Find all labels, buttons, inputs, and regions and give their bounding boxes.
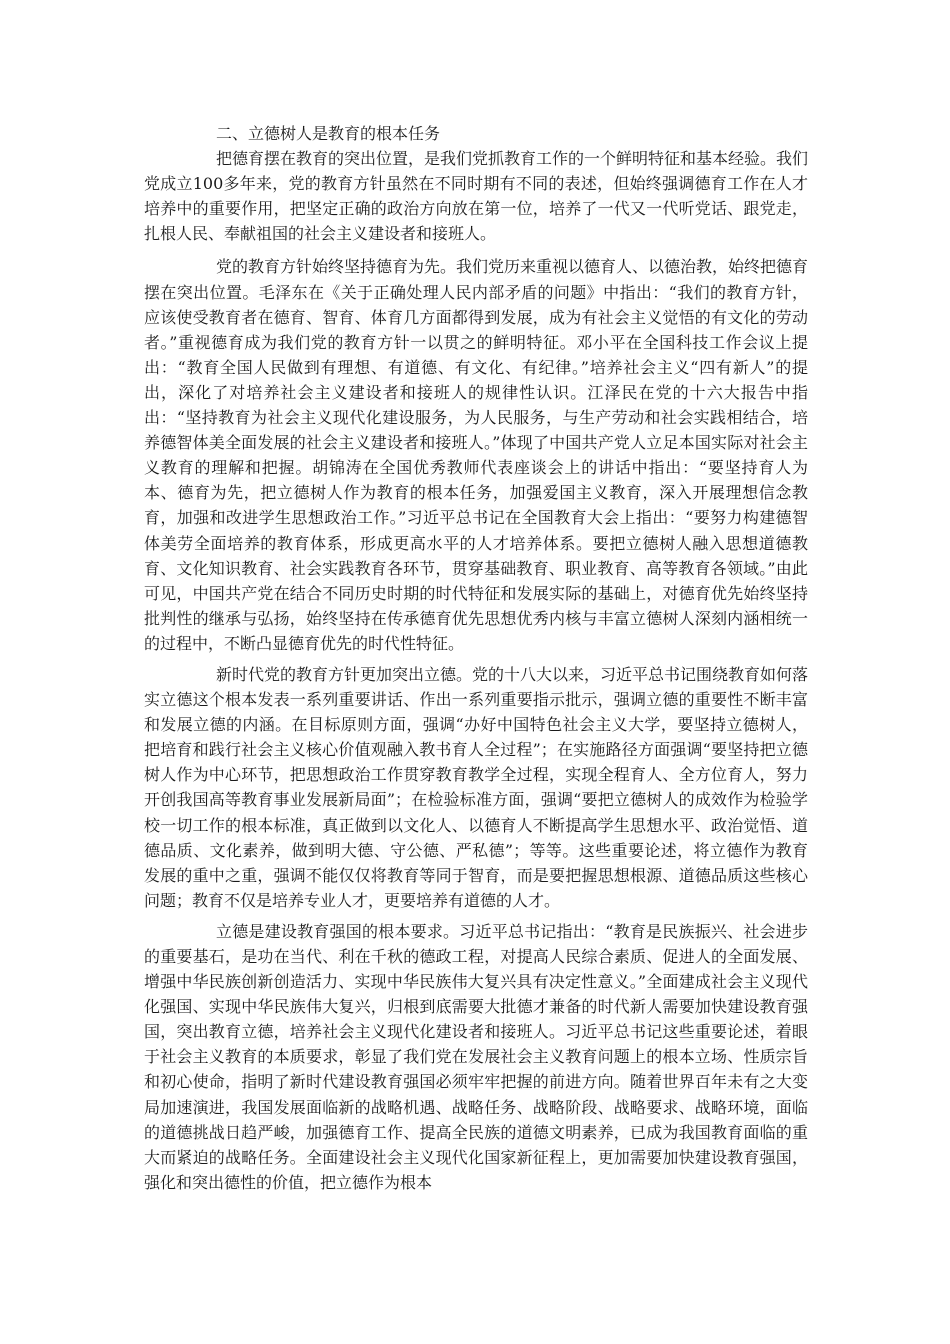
section-heading: 二、立德树人是教育的根本任务 (216, 124, 441, 143)
paragraph-2: 党的教育方针始终坚持德育为先。我们党历来重视以德育人、以德治教，始终把德育摆在突出位置。毛泽东在《关于正确处理人民内部矛盾的问题》中指出：“我们的教育方针，应该使受教育者在德育、智育、体育几方面都得到发展，成为有社会主义觉悟的有文化的劳动者。”重视德育成为我们党的教育方针一以贯之的鲜明特征。邓小平在全国科技工作会议上提出：“教育全国人民做到有理想、有道德、有文化、有纪律。”培养社会主义“四有新人”的提出，深化了对培养社会主义建设者和接班人的规律性认识。江泽民在党的十六大报告中指出：“坚持教育为社会主义现代化建设服务，为人民服务，与生产劳动和社会实践相结合，培养德智体美全面发展的社会主义建设者和接班人。”体现了中国共产党人立足本国实际对社会主义教育的理解和把握。胡锦涛在全国优秀教师代表座谈会上的讲话中指出：“要坚持育人为本、德育为先，把立德树人作为教育的根本任务，加强爱国主义教育，深入开展理想信念教育，加强和改进学生思想政治工作。”习近平总书记在全国教育大会上指出：“要努力构建德智体美劳全面培养的教育体系，形成更高水平的人才培养体系。要把立德树人融入思想道德教育、文化知识教育、社会实践教育各环节，贯穿基础教育、职业教育、高等教育各领域。”由此可见，中国共产党在结合不同历史时期的时代特征和发展实际的基础上，对德育优先始终坚持批判性的继承与弘扬，始终坚持在传承德育优先思想优秀内核与丰富立德树人深刻内涵相统一的过程中，不断凸显德育优先的时代性特征。 (144, 257, 809, 653)
paragraph-1: 把德育摆在教育的突出位置，是我们党抓教育工作的一个鲜明特征和基本经验。我们党成立100多年来，党的教育方针虽然在不同时期有不同的表述，但始终强调德育工作在人才培养中的重要作用，把坚定正确的政治方向放在第一位，培养了一代又一代听党话、跟党走，扎根人民、奉献祖国的社会主义建设者和接班人。 (144, 149, 809, 244)
paragraph-4: 立德是建设教育强国的根本要求。习近平总书记指出：“教育是民族振兴、社会进步的重要基石，是功在当代、利在千秋的德政工程，对提高人民综合素质、促进人的全面发展、增强中华民族创新创造活力、实现中华民族伟大复兴具有决定性意义。”全面建成社会主义现代化强国、实现中华民族伟大复兴，归根到底需要大批德才兼备的时代新人需要加快建设教育强国，突出教育立德，培养社会主义现代化建设者和接班人。习近平总书记这些重要论述，着眼于社会主义教育的本质要求，彰显了我们党在发展社会主义教育问题上的根本立场、性质宗旨和初心使命，指明了新时代建设教育强国必须牢牢把握的前进方向。随着世界百年未有之大变局加速演进，我国发展面临新的战略机遇、战略任务、战略阶段、战略要求、战略环境，面临的道德挑战日趋严峻，加强德育工作、提高全民族的道德文明素养，已成为我国教育面临的重大而紧迫的战略任务。全面建设社会主义现代化国家新征程上，更加需要加快建设教育强国，强化和突出德性的价值，把立德作为根本 (144, 921, 808, 1192)
document-body (144, 121, 808, 1195)
paragraph-3: 新时代党的教育方针更加突出立德。党的十八大以来，习近平总书记围绕教育如何落实立德这个根本发表一系列重要讲话、作出一系列重要指示批示，强调立德的重要性不断丰富和发展立德的内涵。在目标原则方面，强调“办好中国特色社会主义大学，要坚持立德树人，把培育和践行社会主义核心价值观融入教书育人全过程”；在实施路径方面强调“要坚持把立德树人作为中心环节，把思想政治工作贯穿教育教学全过程，实现全程育人、全方位育人，努力开创我国高等教育事业发展新局面”；在检验标准方面，强调“要把立德树人的成效作为检验学校一切工作的根本标准，真正做到以文化人、以德育人不断提高学生思想水平、政治觉悟、道德品质、文化素养，做到明大德、守公德、严私德”；等等。这些重要论述，将立德作为教育发展的重中之重，强调不能仅仅将教育等同于智育，而是要把握思想根源、道德品质这些核心问题；教育不仅是培养专业人才，更要培养有道德的人才。 (144, 664, 809, 910)
